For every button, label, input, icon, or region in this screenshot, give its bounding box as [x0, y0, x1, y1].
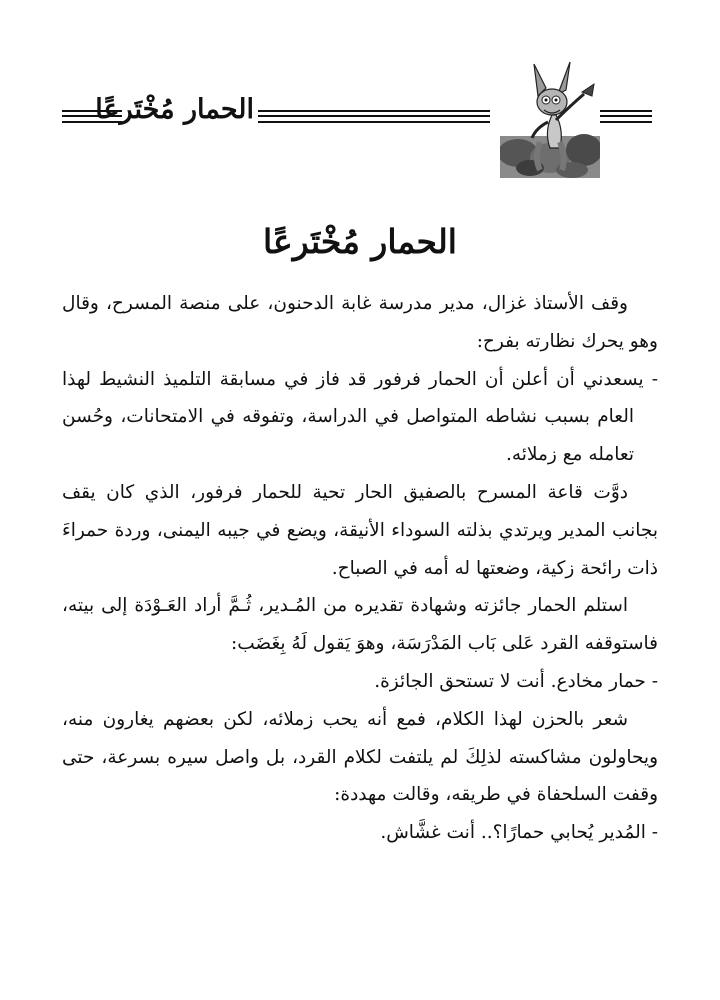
paragraph-3: استلم الحمار جائزته وشهادة تقديره من المُـدير، ثُـمَّ أراد العَـوْدَة إلى بيته، فاستوقفه القرد عَلى بَاب المَدْرَسَة، وهوَ يَقول لَهُ بِغَضَب: — [62, 595, 658, 655]
dialog-line-1: - يسعدني أن أعلن أن الحمار فرفور قد فاز في مسابقة التلميذ النشيط لهذا العام بسبب نشاطه المتواصل في الدراسة، وتفوقه في الامتحانات، وحُسن تعامله مع زملائه. — [62, 368, 658, 466]
header-rule-middle — [258, 110, 490, 123]
paragraph-1: وقف الأستاذ غزال، مدير مدرسة غابة الدحنون، على منصة المسرح، وقال وهو يحرك نظارته بفرح: — [62, 293, 658, 352]
page-title: الحمار مُخْتَرعًا — [263, 222, 457, 261]
paragraph-2: دوَّت قاعة المسرح بالصفيق الحار تحية للحمار فرفور، الذي كان يقف بجانب المدير ويرتدي بذلته السوداء الأنيقة، ويضع في جيبه اليمنى، وردة حمراءَ ذات رائحة زكية، وضعتها له أمه في الصباح. — [62, 481, 658, 579]
header-rule-right — [600, 110, 652, 123]
story-body — [62, 285, 658, 852]
dialog-line-3: - المُدير يُحابي حمارًا؟.. أنت غشَّاش. — [380, 822, 658, 844]
paragraph-4: شعر بالحزن لهذا الكلام، فمع أنه يحب زملائه، لكن بعضهم يغارون منه، ويحاولون مشاكسته لذلِكَ لم يلتفت لكلام القرد، بل واصل سيره بسرعة، حتى وقفت السلحفاة في طريقه، وقالت مهددة: — [62, 708, 658, 806]
page-header — [0, 58, 720, 178]
donkey-illustration-icon — [500, 58, 600, 178]
dialog-line-2: - حمار مخادع. أنت لا تستحق الجائزة. — [374, 670, 658, 692]
running-title: الحمار مُخْتَرعًا — [95, 94, 254, 125]
